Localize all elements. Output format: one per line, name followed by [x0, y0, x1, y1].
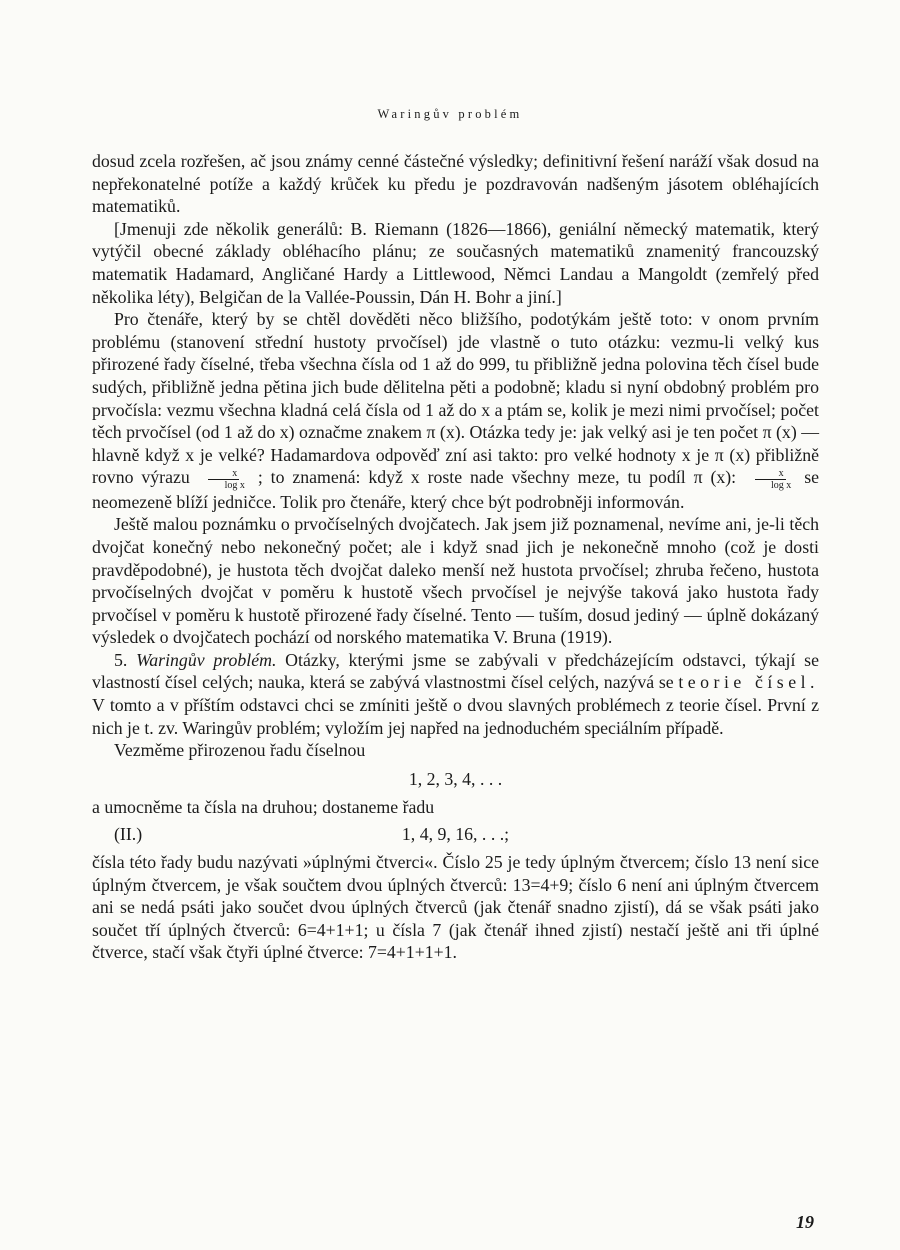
running-header: Waringův problém [377, 107, 523, 121]
fraction-numerator: x [208, 468, 239, 480]
paragraph-text: Pro čtenáře, který by se chtěl dověděti něco bližšího, podotýkám ještě toto: v onom prvním problému (stanovení střední hustoty prvočísel) jde vlastně o tuto otázku: vezmu-li velký kus přirozené řady číselné, třeba všechna čísla od 1 až do 999, tu přibližně jedna polovina těch čísel bude sudých, přibližně jedna pětina jich bude dělitelna pěti a podobně; kladu si nyní obdobný problém pro prvočísla: vezmu všechna kladná celá čísla od 1 až do x a ptám se, kolik je mezi nimi prvočísel; počet těch prvočísel (od 1 až do x) označme znakem π (x). Otázka tedy je: jak velký asi je ten počet π (x) — hlavně když x je velké? Hadamardova odpověď zní asi takto: pro velké hodnoty x je π (x) přibližně rovno výrazu [92, 309, 819, 488]
fraction-numerator: x [755, 468, 786, 480]
paragraph-text: Otázky, kterými jsme se zabývali v předcházejícím odstavci, týkají se vlastností čísel celých; nauka, která se zabývá vlastnostmi čísel celých, nazývá se [92, 649, 819, 693]
equation-label: (II.) [114, 824, 143, 845]
paragraph: [Jmenuji zde několik generálů: B. Riemann (1826—1866), geniální německý matematik, který vytýčil obecné základy obléhacího plánu; ze současných matematiků znamenitý francouzský matematik Hadamard, Angličané Hardy a Littlewood, Němci Landau a Mangoldt (zemřelý před několika léty), Belgičan de la Vallée-Poussin, Dán H. Bohr a jiní.] [92, 218, 819, 307]
paragraph: dosud zcela rozřešen, ač jsou známy cenné částečné výsledky; definitivní řešení naráží však dosud na nepřekonatelné potíže a každý krůček ku předu je pozdravován nadšeným jásotem obléhajících matematiků. [92, 151, 819, 217]
paragraph-text: ; to znamená: když x roste nade všechny meze, tu podíl π (x): [257, 467, 737, 488]
squares-sequence: 1, 4, 9, 16, . . .; [401, 824, 510, 845]
spaced-term: teorie čísel. [678, 672, 819, 693]
paragraph-text: V tomto a v příštím odstavci chci se zmíniti ještě o dvou slavných problémech z teorie čísel. První z nich je t. zv. Waringův problém; vyložím jej napřed na jednoduchém speciálním případě. [92, 695, 819, 738]
section-number: 5. [114, 649, 128, 670]
fraction-x-over-log-x [201, 468, 247, 491]
paragraph: a umocněme ta čísla na druhou; dostaneme řadu [92, 797, 435, 818]
paragraph: čísla této řady budu nazývati »úplnými čtverci«. Číslo 25 je tedy úplným čtvercem; číslo 13 není sice úplným čtvercem, je však součtem dvou úplných čtverců: 13=4+9; číslo 6 není ani úplným čtvercem ani se nedá psáti jako součet dvou úplných čtverců (jak čtenář snadno zjistí), dá se však psáti jako součet tří úplných čtverců: 6=4+1+1; u čísla 7 (jak čtenář ihned zjistí) nestačí ještě ani tři úplné čtverce, stačí však čtyři úplné čtverce: 7=4+1+1+1. [92, 852, 819, 963]
natural-sequence: 1, 2, 3, 4, . . . [408, 768, 503, 789]
page-number: 19 [796, 1212, 814, 1232]
fraction-denominator: log x [771, 479, 792, 491]
paragraph-text: se neomezeně blíží jedničce. Tolik pro čtenáře, který chce být podrobněji informován. [92, 467, 819, 512]
paragraph-waring [92, 649, 819, 739]
fraction-x-over-log-x [747, 468, 793, 491]
fraction-denominator: log x [224, 479, 245, 491]
paragraph-prime-density [92, 308, 819, 513]
section-heading: Waringův problém. [136, 649, 277, 670]
equation-row [92, 823, 819, 847]
paragraph: Ještě malou poznámku o prvočíselných dvojčatech. Jak jsem již poznamenal, nevíme ani, je-li těch dvojčat konečný nebo nekonečný počet; ale i když snad jich je nekonečně mnoho (což je dosti pravděpodobné), je hustota těch dvojčat daleko menší než hustota prvočísel; zhruba řečeno, hustota prvočíselných dvojčat v poměru k hustotě všech prvočísel je nejvýše taková jako hustota řady prvočísel v poměru k hustotě přirozené řady číselné. Tento — tuším, dosud jediný — úplně dokázaný výsledek o dvojčatech pochází od norského matematika V. Bruna (1919). [92, 514, 819, 648]
paragraph: Vezměme přirozenou řadu číselnou [114, 740, 366, 761]
page-body [92, 150, 819, 964]
